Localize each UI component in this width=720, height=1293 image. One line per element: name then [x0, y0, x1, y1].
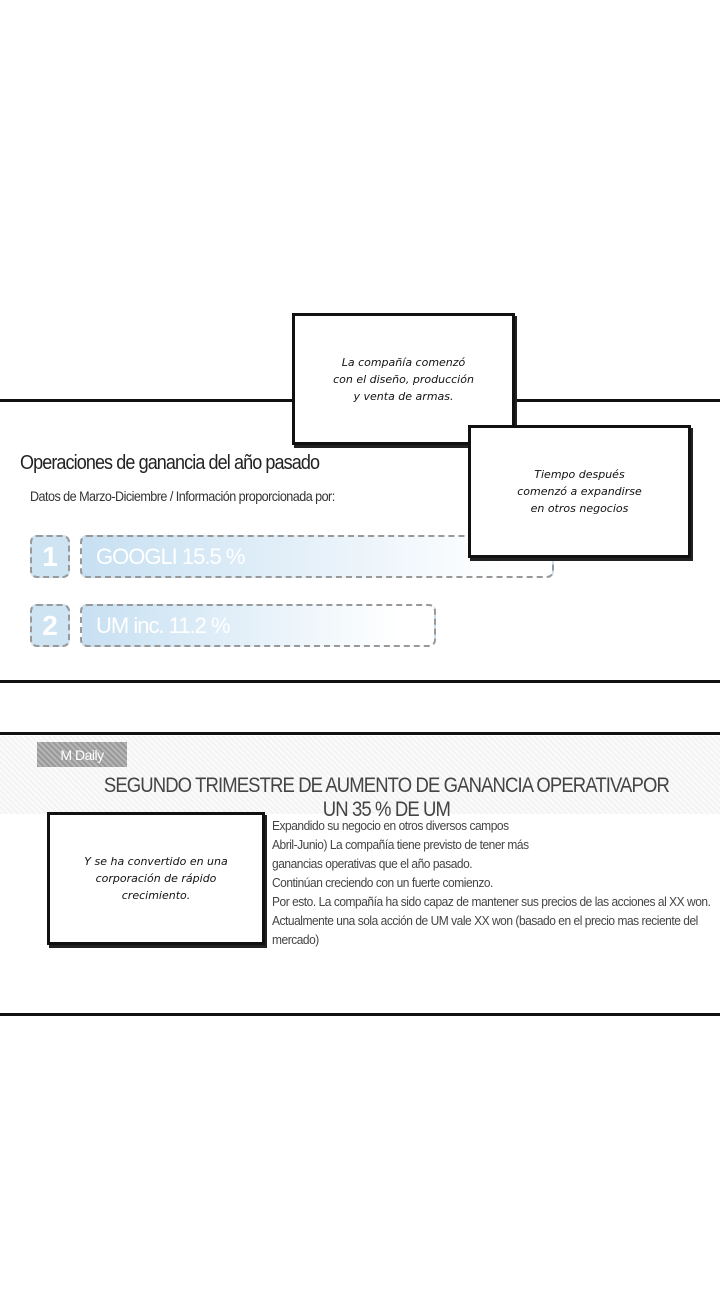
chart-subtitle: Datos de Marzo-Diciembre / Información proporcionada por: [30, 488, 335, 504]
article-body [272, 816, 717, 949]
article-line: ganancias operativas que el año pasado. [272, 856, 473, 871]
article-line: Expandido su negocio en otros diversos campos [272, 818, 509, 833]
caption-text-3: Y se ha convertido en una corporación de rápido crecimiento. [84, 855, 228, 902]
caption-text-2: Tiempo después comenzó a expandirse en otros negocios [517, 468, 642, 515]
rank-number-1: 1 [30, 535, 70, 578]
article-line: mercado) [272, 932, 319, 947]
caption-box-2 [468, 425, 691, 558]
panel-2-bottom-border [0, 1013, 720, 1016]
panel-2-top-border [0, 732, 720, 735]
article-line: Actualmente una sola acción de UM vale XX won (basado en el precio mas reciente del [272, 913, 698, 928]
newspaper-headline: SEGUNDO TRIMESTRE DE AUMENTO DE GANANCIA OPERATIVAPOR UN 35 % DE UM [103, 774, 669, 821]
chart-title: Operaciones de ganancia del año pasado [20, 452, 320, 474]
caption-box-3 [47, 812, 265, 945]
rank-bar-2: UM inc. 11.2 % [80, 604, 436, 647]
article-line: Continúan creciendo con un fuerte comienzo. [272, 875, 493, 890]
caption-text-1: La compañía comenzó con el diseño, producción y venta de armas. [333, 355, 474, 403]
rank-number-2: 2 [30, 604, 70, 647]
newspaper-source-label: M Daily [37, 742, 127, 767]
panel-1-bottom-border [0, 680, 720, 683]
rank-bar-1: GOOGLI 15.5 % [80, 535, 554, 578]
article-line: Por esto. La compañía ha sido capaz de mantener sus precios de las acciones al XX won. [272, 894, 711, 909]
article-line: Abril-Junio) La compañía tiene previsto de tener más [272, 837, 529, 852]
